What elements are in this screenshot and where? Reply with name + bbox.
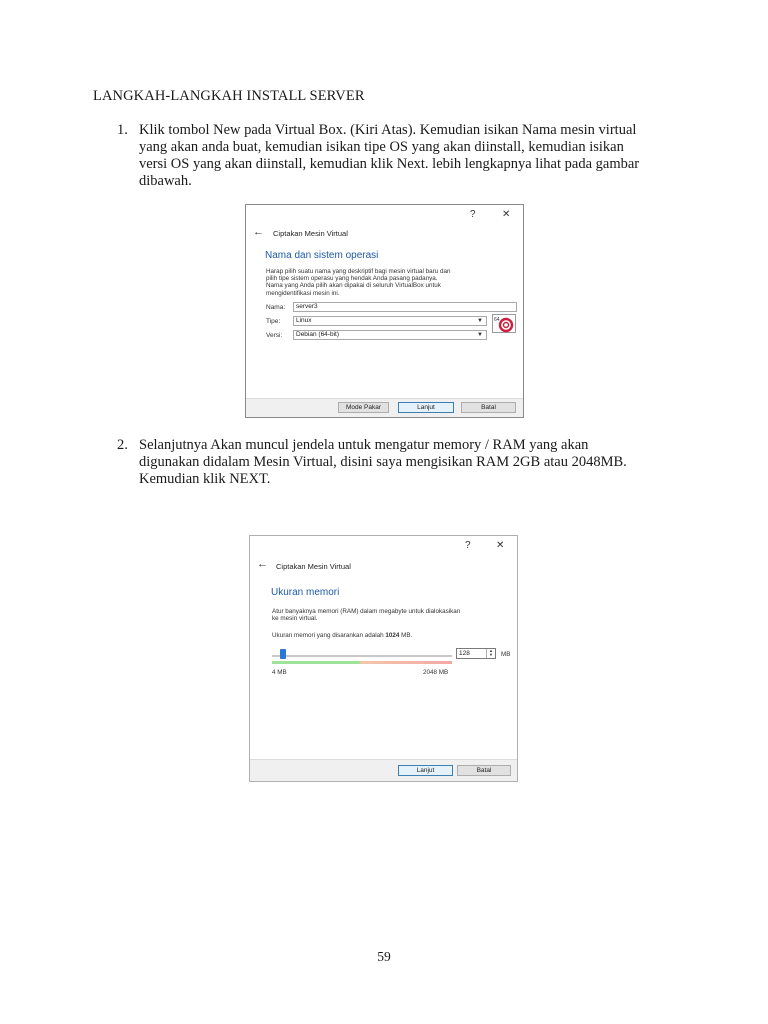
next-button[interactable]: Lanjut: [398, 402, 454, 413]
min-memory-label: 4 MB: [272, 669, 287, 676]
chevron-down-icon: ▼: [477, 332, 483, 338]
close-icon[interactable]: ✕: [502, 209, 511, 220]
section-heading: Nama dan sistem operasi: [265, 250, 379, 261]
close-icon[interactable]: ✕: [496, 540, 505, 551]
description: [272, 608, 512, 622]
chevron-down-icon: ▼: [477, 318, 483, 324]
section-heading: Ukuran memori: [271, 587, 340, 598]
back-arrow-icon[interactable]: ←: [257, 558, 268, 570]
os-bit-label: 64: [494, 317, 500, 323]
description-line: Atur banyaknya memori (RAM) dalam megabyte untuk dialokasikan: [272, 608, 461, 615]
step-text: [139, 437, 679, 488]
description-line: Harap pilih suatu nama yang deskriptif bagi mesin virtual baru dan: [266, 268, 451, 275]
expert-mode-button[interactable]: Mode Pakar: [338, 402, 389, 413]
page-number: 59: [377, 949, 391, 964]
step-number: 2.: [117, 437, 128, 453]
recommend-suffix: MB.: [399, 632, 413, 639]
description-line: mengidentifikasi mesin ini.: [266, 289, 340, 297]
memory-unit: MB: [501, 651, 511, 658]
create-vm-memory-dialog: [249, 535, 518, 782]
memory-slider-thumb[interactable]: [280, 649, 286, 659]
step-line: versi OS yang akan diinstall, kemudian klik Next. lebih lengkapnya lihat pada gambar: [139, 156, 640, 172]
recommend-prefix: Ukuran memori yang disarankan adalah: [272, 632, 386, 639]
help-icon[interactable]: ?: [465, 540, 471, 551]
window-title: Ciptakan Mesin Virtual: [276, 562, 351, 571]
step-line: Kemudian klik NEXT.: [139, 471, 271, 487]
debian-os-icon: [492, 314, 516, 333]
version-select[interactable]: [293, 330, 487, 340]
description-line: Nama yang Anda pilih akan dipakai di seluruh VirtualBox untuk: [266, 282, 441, 290]
name-label: Nama:: [266, 304, 286, 311]
step-line: Selanjutnya Akan muncul jendela untuk mengatur memory / RAM yang akan: [139, 437, 589, 453]
spin-arrows-icon[interactable]: ▲ ▼: [486, 649, 495, 658]
next-button[interactable]: Lanjut: [398, 765, 453, 776]
help-icon[interactable]: ?: [470, 209, 476, 220]
memory-value: 128: [459, 650, 470, 657]
version-value: Debian (64-bit): [296, 331, 339, 338]
step-line: Klik tombol New pada Virtual Box. (Kiri Atas). Kemudian isikan Nama mesin virtual: [139, 122, 637, 138]
step-line: digunakan didalam Mesin Virtual, disini saya mengisikan RAM 2GB atau 2048MB.: [139, 454, 627, 470]
cancel-button[interactable]: Batal: [457, 765, 511, 776]
step-text: [139, 122, 679, 190]
step-line: dibawah.: [139, 173, 192, 189]
dialog-footer: [250, 759, 517, 781]
memory-spinbox[interactable]: [456, 648, 496, 659]
recommendation-text: [272, 632, 512, 639]
cancel-button[interactable]: Batal: [461, 402, 516, 413]
window-title: Ciptakan Mesin Virtual: [273, 229, 348, 238]
back-arrow-icon[interactable]: ←: [253, 226, 264, 238]
memory-slider-scale: [272, 661, 452, 664]
memory-slider-track[interactable]: [272, 655, 452, 657]
type-select[interactable]: [293, 316, 487, 326]
document-title: LANGKAH-LANGKAH INSTALL SERVER: [93, 88, 365, 104]
description-line: ke mesin virtual.: [272, 615, 318, 623]
dialog-footer: [246, 398, 523, 417]
version-label: Versi:: [266, 332, 283, 339]
name-value: server3: [296, 303, 318, 310]
type-label: Tipe:: [266, 318, 281, 325]
description-line: pilih tipe sistem operasu yang hendak Anda pasang padanya.: [266, 275, 438, 283]
type-value: Linux: [296, 317, 312, 324]
recommend-value: 1024: [385, 632, 400, 639]
create-vm-name-dialog: [245, 204, 524, 418]
max-memory-label: 2048 MB: [423, 669, 449, 676]
step-line: yang akan anda buat, kemudian isikan tipe OS yang akan diinstall, kemudian isikan: [139, 139, 624, 155]
description: [266, 268, 516, 297]
step-number: 1.: [117, 122, 128, 138]
name-input[interactable]: [293, 302, 517, 312]
